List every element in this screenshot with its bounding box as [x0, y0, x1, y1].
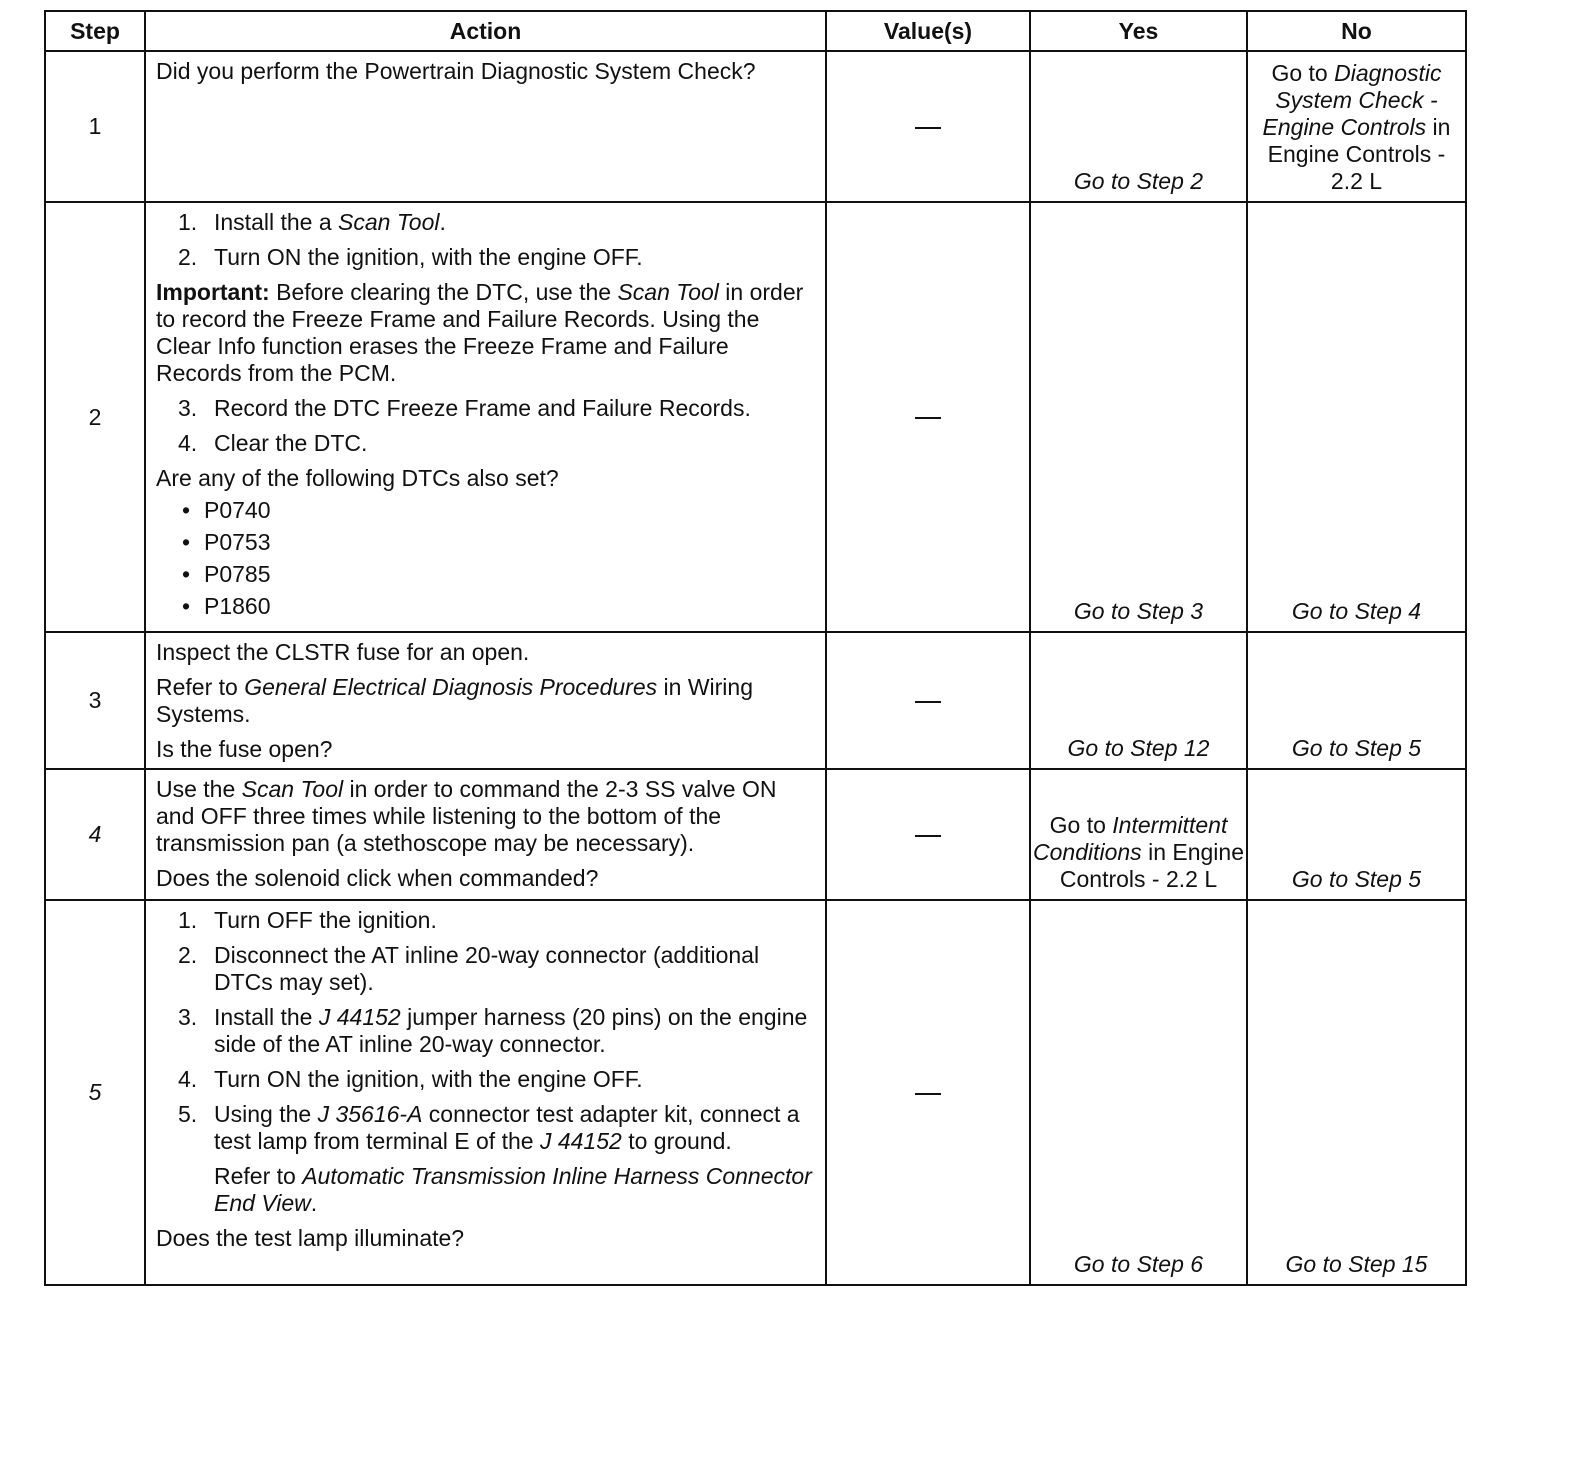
- no-cell: [1247, 202, 1466, 632]
- no-link[interactable]: Go to Step 15: [1285, 1251, 1428, 1277]
- no-cell: [1247, 51, 1466, 202]
- refer-text-end: in Wiring Systems.: [156, 674, 753, 727]
- item-text: Turn ON the ignition, with the engine OFF.: [214, 244, 643, 270]
- important-label: Important:: [156, 279, 270, 305]
- yes-suffix: in Engine Controls - 2.2 L: [1059, 839, 1244, 892]
- yes-link[interactable]: Go to Step 3: [1073, 598, 1204, 624]
- value-cell: [826, 632, 1030, 769]
- step-row-2: [45, 202, 1466, 632]
- dtc-code: P1860: [204, 593, 271, 619]
- refer-text-end: .: [310, 1190, 318, 1216]
- step-number: 2: [45, 202, 145, 632]
- value-dash: [915, 417, 941, 419]
- action-list-item: [156, 1004, 817, 1058]
- refer-note: [156, 1163, 817, 1217]
- action-cell: [145, 202, 826, 632]
- item-text: Clear the DTC.: [214, 430, 368, 456]
- step-number-text: 4: [88, 821, 102, 847]
- item-text: Install the a: [214, 209, 339, 235]
- item-text: Turn ON the ignition, with the engine OFF.: [214, 1066, 643, 1092]
- action-question: Are any of the following DTCs also set?: [156, 465, 559, 491]
- yes-link[interactable]: Go to Step 6: [1073, 1251, 1204, 1277]
- no-cell: [1247, 900, 1466, 1285]
- refer-link[interactable]: General Electrical Diagnosis Procedures: [244, 674, 658, 700]
- header-no: No: [1247, 11, 1466, 51]
- no-link[interactable]: Go to Step 4: [1291, 598, 1422, 624]
- refer-note: [156, 674, 817, 728]
- action-list-item: [156, 209, 817, 236]
- action-text: [156, 776, 817, 857]
- action-cell: [145, 900, 826, 1285]
- important-note: [156, 279, 817, 387]
- refer-text: Refer to: [156, 674, 245, 700]
- step-number-text: 5: [88, 1079, 102, 1105]
- dtc-list-item: [156, 593, 817, 620]
- item-emphasis: Scan Tool: [338, 209, 440, 235]
- header-step: Step: [45, 11, 145, 51]
- action-list-item: [156, 244, 817, 271]
- dtc-code: P0753: [204, 529, 271, 555]
- item-text: Install the: [214, 1004, 319, 1030]
- bullet: •: [182, 593, 191, 619]
- bullet: •: [182, 497, 191, 523]
- item-text: to ground.: [621, 1128, 732, 1154]
- step-number: 1: [45, 51, 145, 202]
- value-dash: [915, 127, 941, 129]
- action-cell: [145, 632, 826, 769]
- note-emphasis: Scan Tool: [617, 279, 719, 305]
- item-number: 3.: [178, 395, 198, 421]
- action-cell: [145, 769, 826, 900]
- action-list-item: [156, 1066, 817, 1093]
- bullet: •: [182, 529, 191, 555]
- yes-link[interactable]: Intermittent Conditions: [1033, 812, 1228, 865]
- item-text-end: .: [439, 209, 446, 235]
- value-cell: [826, 202, 1030, 632]
- item-number: 5.: [178, 1101, 198, 1127]
- value-cell: [826, 769, 1030, 900]
- action-question: Does the solenoid click when commanded?: [156, 865, 599, 891]
- dtc-list-item: [156, 561, 817, 588]
- value-dash: [915, 701, 941, 703]
- item-number: 4.: [178, 1066, 198, 1092]
- step-row-5: [45, 900, 1466, 1285]
- dtc-list-item: [156, 529, 817, 556]
- item-text: jumper harness (20 pins) on the engine side of the AT inline 20-way connector.: [214, 1004, 808, 1057]
- step-row-4: [45, 769, 1466, 900]
- yes-cell: [1030, 769, 1247, 900]
- yes-prefix: Go to: [1049, 812, 1113, 838]
- note-text: Before clearing the DTC, use the: [269, 279, 618, 305]
- yes-link[interactable]: Go to Step 12: [1067, 735, 1210, 761]
- no-suffix: in Engine Controls - 2.2 L: [1267, 114, 1451, 194]
- no-link[interactable]: Go to Step 5: [1291, 866, 1422, 892]
- action-question: Did you perform the Powertrain Diagnostic System Check?: [156, 58, 756, 84]
- item-text: Disconnect the AT inline 20-way connector (additional DTCs may set).: [214, 942, 760, 995]
- bullet: •: [182, 561, 191, 587]
- item-number: 4.: [178, 430, 198, 456]
- action-emphasis: Scan Tool: [241, 776, 344, 802]
- action-text: Inspect the CLSTR fuse for an open.: [156, 639, 530, 665]
- action-text-part: in order to command the 2-3 SS valve ON and OFF three times while listening to the bottom of the transmission pan (a stethoscope may be necessary).: [156, 776, 777, 856]
- tool-number: J 44152: [539, 1128, 622, 1154]
- value-dash: [915, 1093, 941, 1095]
- item-text: Record the DTC Freeze Frame and Failure Records.: [214, 395, 751, 421]
- item-text: connector test adapter kit, connect a test lamp from terminal E of the: [214, 1101, 800, 1154]
- header-values: Value(s): [826, 11, 1030, 51]
- action-list-item: [156, 942, 817, 996]
- action-list-item: [156, 907, 817, 934]
- step-number: 3: [45, 632, 145, 769]
- value-cell: [826, 900, 1030, 1285]
- no-link[interactable]: Go to Step 5: [1291, 735, 1422, 761]
- tool-number: J 44152: [318, 1004, 401, 1030]
- item-number: 2.: [178, 244, 198, 270]
- no-cell: [1247, 632, 1466, 769]
- diagnostic-table: [44, 10, 1467, 1286]
- action-question: Does the test lamp illuminate?: [156, 1225, 465, 1251]
- no-prefix: Go to: [1271, 60, 1335, 86]
- refer-link[interactable]: Automatic Transmission Inline Harness Connector End View: [214, 1163, 812, 1216]
- step-number: [45, 900, 145, 1285]
- no-cell: [1247, 769, 1466, 900]
- no-link[interactable]: Diagnostic System Check - Engine Controls: [1262, 60, 1442, 140]
- action-list-item: [156, 430, 817, 457]
- refer-text: Refer to: [214, 1163, 303, 1189]
- item-text: Using the: [214, 1101, 318, 1127]
- note-text: in order to record the Freeze Frame and Failure Records. Using the Clear Info function erases the Freeze Frame and Failure Records from the PCM.: [156, 279, 804, 386]
- step-number: [45, 769, 145, 900]
- action-cell: [145, 51, 826, 202]
- item-text: Turn OFF the ignition.: [214, 907, 437, 933]
- item-number: 1.: [178, 209, 198, 235]
- step-row-1: [45, 51, 1466, 202]
- yes-cell: [1030, 900, 1247, 1285]
- header-action: Action: [145, 11, 826, 51]
- header-yes: Yes: [1030, 11, 1247, 51]
- step-row-3: [45, 632, 1466, 769]
- dtc-code: P0740: [204, 497, 271, 523]
- action-question: Is the fuse open?: [156, 736, 333, 762]
- item-number: 1.: [178, 907, 198, 933]
- yes-cell: [1030, 202, 1247, 632]
- dtc-list-item: [156, 497, 817, 524]
- yes-link[interactable]: Go to Step 2: [1073, 168, 1204, 194]
- value-cell: [826, 51, 1030, 202]
- value-dash: [915, 835, 941, 837]
- item-number: 2.: [178, 942, 198, 968]
- action-list-item: [156, 1101, 817, 1155]
- tool-number: J 35616-A: [317, 1101, 423, 1127]
- item-number: 3.: [178, 1004, 198, 1030]
- action-list-item: [156, 395, 817, 422]
- action-text-part: Use the: [156, 776, 242, 802]
- header-row: [45, 11, 1466, 51]
- yes-cell: [1030, 51, 1247, 202]
- yes-cell: [1030, 632, 1247, 769]
- dtc-code: P0785: [204, 561, 271, 587]
